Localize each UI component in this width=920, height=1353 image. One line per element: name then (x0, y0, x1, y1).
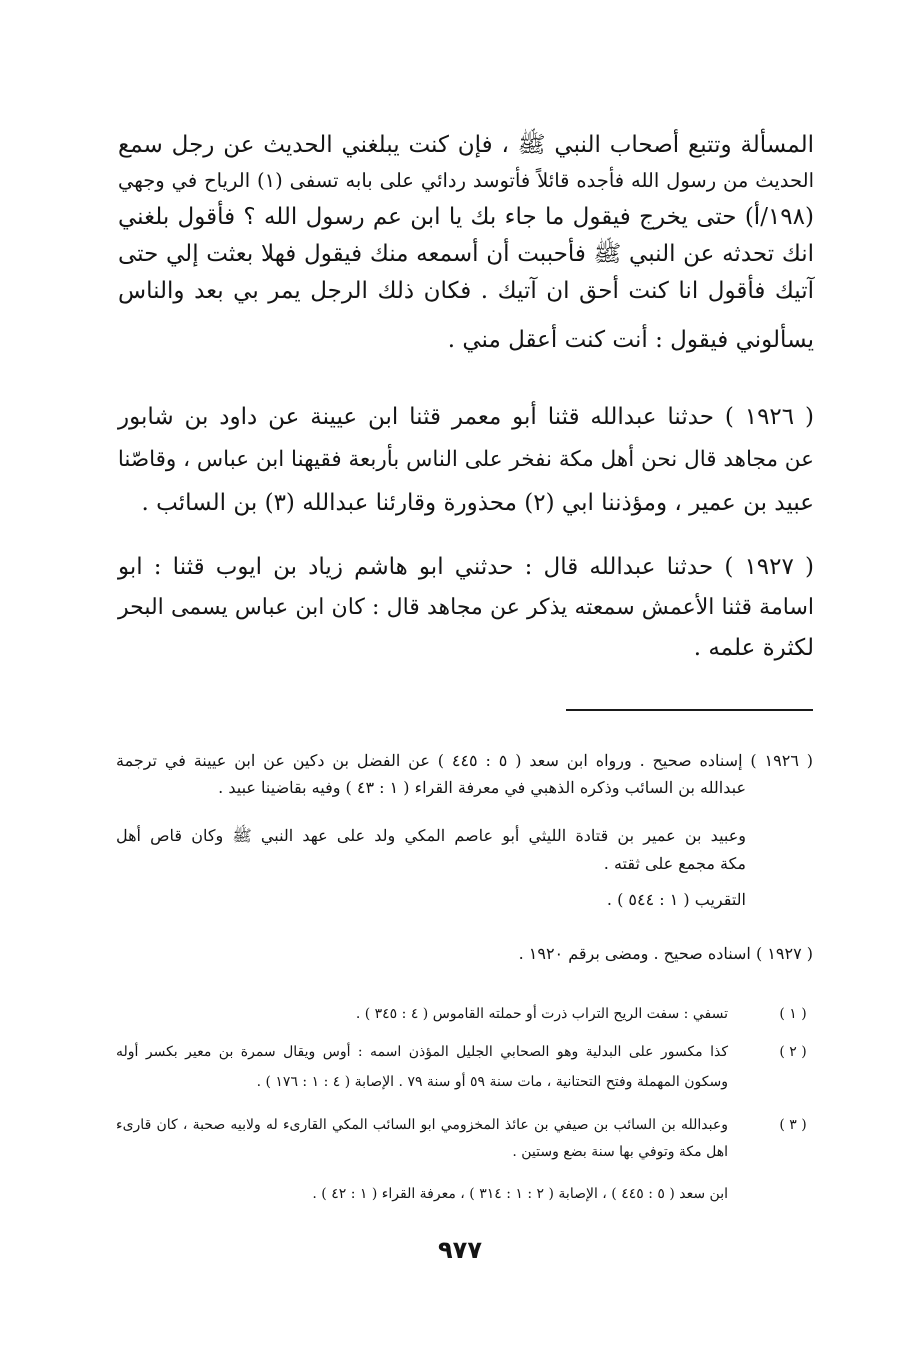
footnote-line: ابن سعد ( ٥ : ٤٤٥ ) ، الإصابة ( ٢ : ١ : ٣١٤ ) ، معرفة القراء ( ١ : ٤٢ ) . (312, 1186, 728, 1202)
commentary-line: ( ١٩٢٧ ) اسناده صحيح . ومضى برقم ١٩٢٠ . (518, 944, 813, 963)
footnote-line: تسفي : سفت الريح التراب ذرت أو حملته القاموس ( ٤ : ٣٤٥ ) . (355, 1006, 728, 1022)
text-line: انك تحدثه عن النبي ﷺ فأحببت أن أسمعه منك فيقول فهلا بعثت إلي حتى (118, 241, 814, 267)
footnote-number: ( ٣ ) (779, 1117, 807, 1133)
footnote-line: وسكون المهملة وفتح التحتانية ، مات سنة ٥٩ أو سنة ٧٩ . الإصابة ( ٤ : ١ : ١٧٦ ) . (256, 1074, 728, 1090)
text-line: ( ١٩٢٦ ) حدثنا عبدالله قثنا أبو معمر قثنا ابن عيينة عن داود بن شابور (118, 404, 814, 430)
commentary-line: عبدالله بن السائب وذكره الذهبي في معرفة القراء ( ١ : ٤٣ ) وفيه بقاضينا عبيد . (218, 778, 746, 797)
footnote-divider (566, 709, 813, 711)
commentary-line: وعبيد بن عمير بن قتادة الليثي أبو عاصم المكي ولد على عهد النبي ﷺ وكان قاص أهل (116, 826, 746, 845)
text-line: الحديث من رسول الله فأجده قائلاً فأتوسد ردائي على بابه تسفى (١) الرياح في وجهي (118, 169, 814, 192)
footnote-line: كذا مكسور على البدلية وهو الصحابي الجليل المؤذن اسمه : أوس ويقال سمرة بن معير بكسر أوله (116, 1044, 728, 1060)
text-line: (١٩٨/أ) حتى يخرج فيقول ما جاء بك يا ابن عم رسول الله ؟ فأقول بلغني (118, 204, 814, 230)
text-line: عن مجاهد قال نحن أهل مكة نفخر على الناس بأربعة فقيهنا ابن عباس ، وقاصّنا (117, 447, 814, 472)
text-line: اسامة قثنا الأعمش سمعته يذكر عن مجاهد قال : كان ابن عباس يسمى البحر (118, 595, 814, 620)
page-number: ٩٧٧ (438, 1236, 482, 1264)
text-line: عبيد بن عمير ، ومؤذننا ابي (٢) محذورة وقارئنا عبدالله (٣) بن السائب . (141, 490, 814, 516)
footnote-number: ( ٢ ) (779, 1044, 807, 1060)
text-line: يسألوني فيقول : أنت كنت أعقل مني . (447, 327, 814, 353)
text-line: ( ١٩٢٧ ) حدثنا عبدالله قال : حدثني ابو هاشم زياد بن ايوب قثنا : ابو (118, 554, 814, 580)
text-line: المسألة وتتبع أصحاب النبي ﷺ ، فإن كنت يبلغني الحديث عن رجل سمع (118, 132, 814, 158)
commentary-line: مكة مجمع على ثقته . (603, 854, 746, 873)
text-line: لكثرة علمه . (693, 635, 814, 661)
footnote-line: اهل مكة وتوفي بها سنة بضع وستين . (512, 1144, 728, 1160)
commentary-line: ( ١٩٢٦ ) إسناده صحيح . ورواه ابن سعد ( ٥ : ٤٤٥ ) عن الفضل بن دكين عن ابن عيينة في ترجمة (116, 751, 814, 770)
footnote-line: وعبدالله بن السائب بن صيفي بن عائذ المخزومي ابو السائب المكي القارىء له ولابيه صحبة ، كان قارىء (116, 1117, 728, 1133)
commentary-line: التقريب ( ١ : ٥٤٤ ) . (606, 890, 746, 909)
footnote-number: ( ١ ) (779, 1006, 807, 1022)
text-line: آتيك فأقول انا كنت أحق ان آتيك . فكان ذلك الرجل يمر بي بعد والناس (118, 278, 814, 304)
